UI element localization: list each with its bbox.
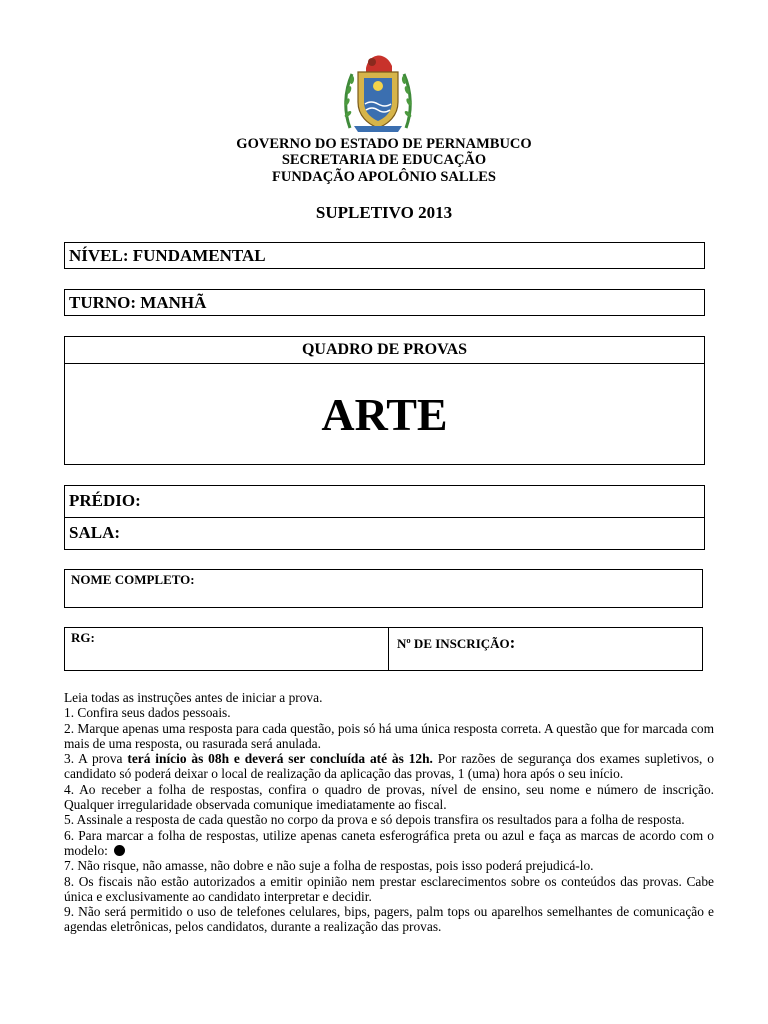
quadro-de-provas-box — [64, 336, 705, 465]
instructions-intro: Leia todas as instruções antes de iniciar a prova. — [64, 690, 323, 705]
nome-label: NOME COMPLETO: — [71, 572, 195, 587]
instruction-6-text: 6. Para marcar a folha de respostas, utilize apenas caneta esferográfica preta ou azul e faça as marcas de acordo com o modelo: — [64, 827, 714, 858]
instruction-7: 7. Não risque, não amasse, não dobre e não suje a folha de respostas, pois isso poderá prejudicá-lo. — [64, 858, 594, 874]
instruction-9: 9. Não será permitido o uso de telefones celulares, bips, pagers, palm tops ou aparelhos semelhantes de comunicação e agendas eletrônicas, pelos candidatos, durante a realização das provas. — [64, 904, 714, 935]
instruction-3-end: Por razões de segurança dos exames supletivos, o candidato só poderá deixar o local de realização da aplicação das provas, 1 (uma) hora após o seu início. — [64, 751, 714, 782]
instruction-3-bold: terá início às 08h e deverá ser concluída até às 12h. — [127, 751, 433, 767]
rg-inscricao-box — [64, 627, 703, 671]
nivel-box — [64, 242, 705, 269]
instruction-5: 5. Assinale a resposta de cada questão no corpo da prova e só depois transfira os resultados para a folha de resposta. — [64, 812, 685, 828]
predio-sala-box — [64, 485, 705, 550]
sala-field[interactable] — [65, 518, 704, 550]
sala-label: SALA: — [69, 523, 121, 542]
inscricao-label-text: Nº DE INSCRIÇÃO — [397, 636, 510, 651]
instruction-3 — [64, 751, 714, 782]
pernambuco-coat-of-arms-icon — [342, 52, 414, 134]
predio-label: PRÉDIO: — [69, 491, 141, 510]
predio-field[interactable] — [65, 486, 704, 518]
nome-completo-field[interactable] — [64, 569, 703, 608]
inscricao-colon: : — [509, 633, 516, 652]
secretariat-line: SECRETARIA DE EDUCAÇÃO — [281, 152, 487, 168]
quadro-heading: QUADRO DE PROVAS — [65, 337, 704, 364]
instruction-6 — [64, 828, 714, 859]
turno-box — [64, 289, 705, 316]
instructions — [64, 690, 714, 935]
exam-title: SUPLETIVO 2013 — [315, 203, 453, 222]
filled-circle-icon — [114, 845, 125, 856]
turno-label: TURNO: MANHÃ — [69, 293, 207, 312]
government-line: GOVERNO DO ESTADO DE PERNAMBUCO — [236, 136, 532, 152]
instruction-2: 2. Marque apenas uma resposta para cada questão, pois só há uma única resposta correta. A questão que for marcada com mais de uma resposta, ou rasurada será anulada. — [64, 720, 714, 751]
instruction-4: 4. Ao receber a folha de respostas, confira o quadro de provas, nível de ensino, seu nome e número de inscrição. Qualquer irregularidade observada comunique imediatamente ao fiscal. — [64, 781, 714, 813]
subject-title: ARTE — [321, 389, 448, 440]
inscricao-label — [397, 633, 515, 653]
rg-divider — [388, 628, 389, 670]
instruction-1: 1. Confira seus dados pessoais. — [64, 705, 231, 721]
instruction-8: 8. Os fiscais não estão autorizados a emitir opinião nem prestar esclarecimentos sobre os conteúdos das provas. Cabe única e exclusivamente ao candidato interpretar e decidir. — [64, 873, 714, 904]
nivel-label: NÍVEL: FUNDAMENTAL — [69, 246, 266, 265]
rg-label: RG: — [71, 630, 95, 645]
foundation-line: FUNDAÇÃO APOLÔNIO SALLES — [272, 169, 496, 185]
instruction-3-start: 3. A prova — [64, 751, 128, 767]
